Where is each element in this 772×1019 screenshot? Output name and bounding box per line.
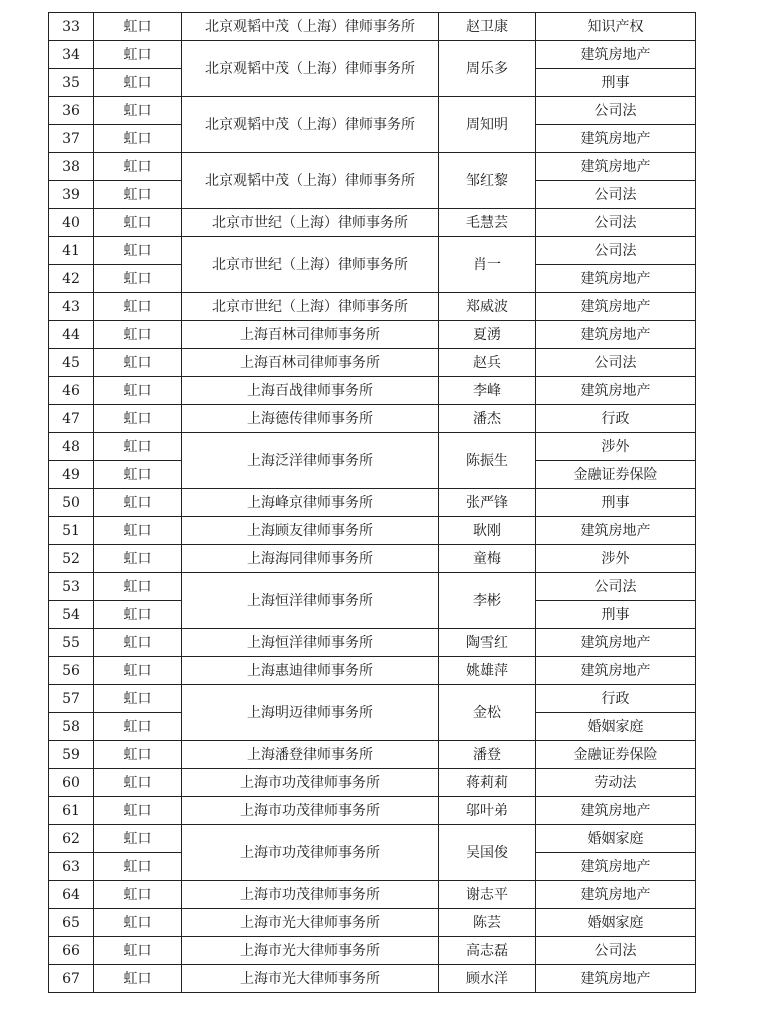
table-row [49,405,696,433]
row-number-cell: 33 [49,13,94,41]
practice-area-cell: 知识产权 [536,13,696,41]
row-number-cell: 42 [49,265,94,293]
law-firm-cell: 上海市光大律师事务所 [182,965,439,993]
district-cell: 虹口 [94,713,182,741]
district-cell: 虹口 [94,657,182,685]
lawyer-name-cell: 潘登 [439,741,536,769]
table-row [49,909,696,937]
table-row [49,797,696,825]
district-cell: 虹口 [94,685,182,713]
lawyer-name-cell: 陶雪红 [439,629,536,657]
row-number-cell: 51 [49,517,94,545]
practice-area-cell: 行政 [536,405,696,433]
table-row [49,965,696,993]
lawyer-name-cell: 顾水洋 [439,965,536,993]
practice-area-cell: 刑事 [536,69,696,97]
practice-area-cell: 婚姻家庭 [536,909,696,937]
row-number-cell: 55 [49,629,94,657]
lawyer-name-cell: 邹红黎 [439,153,536,209]
lawyer-name-cell: 李峰 [439,377,536,405]
table-row [49,937,696,965]
row-number-cell: 66 [49,937,94,965]
table-row [49,657,696,685]
district-cell: 虹口 [94,69,182,97]
law-firm-cell: 北京观韬中茂（上海）律师事务所 [182,153,439,209]
practice-area-cell: 公司法 [536,209,696,237]
district-cell: 虹口 [94,237,182,265]
law-firm-cell: 上海明迈律师事务所 [182,685,439,741]
district-cell: 虹口 [94,405,182,433]
row-number-cell: 54 [49,601,94,629]
row-number-cell: 35 [49,69,94,97]
practice-area-cell: 公司法 [536,937,696,965]
practice-area-cell: 建筑房地产 [536,125,696,153]
lawyer-name-cell: 谢志平 [439,881,536,909]
lawyer-name-cell: 金松 [439,685,536,741]
district-cell: 虹口 [94,881,182,909]
table-row [49,349,696,377]
district-cell: 虹口 [94,209,182,237]
practice-area-cell: 建筑房地产 [536,321,696,349]
lawyer-name-cell: 蒋莉莉 [439,769,536,797]
row-number-cell: 65 [49,909,94,937]
district-cell: 虹口 [94,125,182,153]
row-number-cell: 60 [49,769,94,797]
district-cell: 虹口 [94,461,182,489]
lawyer-name-cell: 潘杰 [439,405,536,433]
lawyer-name-cell: 周知明 [439,97,536,153]
lawyer-name-cell: 肖一 [439,237,536,293]
district-cell: 虹口 [94,825,182,853]
table-row [49,769,696,797]
law-firm-cell: 上海恒洋律师事务所 [182,629,439,657]
district-cell: 虹口 [94,265,182,293]
lawyer-roster-table [48,12,696,993]
roster-body [49,13,696,993]
row-number-cell: 63 [49,853,94,881]
practice-area-cell: 建筑房地产 [536,657,696,685]
lawyer-name-cell: 郑威波 [439,293,536,321]
district-cell: 虹口 [94,965,182,993]
law-firm-cell: 上海泛洋律师事务所 [182,433,439,489]
district-cell: 虹口 [94,797,182,825]
district-cell: 虹口 [94,573,182,601]
row-number-cell: 57 [49,685,94,713]
practice-area-cell: 建筑房地产 [536,377,696,405]
row-number-cell: 61 [49,797,94,825]
row-number-cell: 43 [49,293,94,321]
practice-area-cell: 劳动法 [536,769,696,797]
district-cell: 虹口 [94,97,182,125]
district-cell: 虹口 [94,545,182,573]
practice-area-cell: 建筑房地产 [536,797,696,825]
lawyer-name-cell: 陈芸 [439,909,536,937]
table-row [49,41,696,69]
practice-area-cell: 建筑房地产 [536,293,696,321]
table-row [49,209,696,237]
practice-area-cell: 涉外 [536,433,696,461]
row-number-cell: 67 [49,965,94,993]
district-cell: 虹口 [94,433,182,461]
lawyer-name-cell: 陈振生 [439,433,536,489]
practice-area-cell: 建筑房地产 [536,629,696,657]
law-firm-cell: 上海市光大律师事务所 [182,937,439,965]
table-row [49,97,696,125]
law-firm-cell: 上海市功茂律师事务所 [182,881,439,909]
law-firm-cell: 北京市世纪（上海）律师事务所 [182,209,439,237]
district-cell: 虹口 [94,293,182,321]
practice-area-cell: 行政 [536,685,696,713]
district-cell: 虹口 [94,377,182,405]
district-cell: 虹口 [94,769,182,797]
district-cell: 虹口 [94,41,182,69]
practice-area-cell: 公司法 [536,573,696,601]
row-number-cell: 64 [49,881,94,909]
practice-area-cell: 金融证券保险 [536,461,696,489]
district-cell: 虹口 [94,853,182,881]
row-number-cell: 53 [49,573,94,601]
table-row [49,153,696,181]
practice-area-cell: 刑事 [536,489,696,517]
table-row [49,433,696,461]
row-number-cell: 44 [49,321,94,349]
lawyer-name-cell: 李彬 [439,573,536,629]
practice-area-cell: 建筑房地产 [536,265,696,293]
table-row [49,293,696,321]
district-cell: 虹口 [94,153,182,181]
practice-area-cell: 建筑房地产 [536,853,696,881]
row-number-cell: 34 [49,41,94,69]
law-firm-cell: 北京市世纪（上海）律师事务所 [182,237,439,293]
lawyer-name-cell: 毛慧芸 [439,209,536,237]
practice-area-cell: 建筑房地产 [536,881,696,909]
row-number-cell: 62 [49,825,94,853]
row-number-cell: 40 [49,209,94,237]
row-number-cell: 36 [49,97,94,125]
row-number-cell: 48 [49,433,94,461]
table-row [49,377,696,405]
law-firm-cell: 上海市功茂律师事务所 [182,825,439,881]
lawyer-name-cell: 童梅 [439,545,536,573]
practice-area-cell: 建筑房地产 [536,517,696,545]
table-row [49,741,696,769]
law-firm-cell: 上海峰京律师事务所 [182,489,439,517]
table-row [49,881,696,909]
practice-area-cell: 涉外 [536,545,696,573]
practice-area-cell: 公司法 [536,181,696,209]
row-number-cell: 41 [49,237,94,265]
practice-area-cell: 公司法 [536,237,696,265]
law-firm-cell: 上海百战律师事务所 [182,377,439,405]
practice-area-cell: 建筑房地产 [536,41,696,69]
table-row [49,629,696,657]
district-cell: 虹口 [94,181,182,209]
law-firm-cell: 上海市功茂律师事务所 [182,769,439,797]
row-number-cell: 37 [49,125,94,153]
table-row [49,237,696,265]
district-cell: 虹口 [94,909,182,937]
lawyer-name-cell: 周乐多 [439,41,536,97]
law-firm-cell: 上海百林司律师事务所 [182,349,439,377]
district-cell: 虹口 [94,741,182,769]
table-row [49,573,696,601]
row-number-cell: 47 [49,405,94,433]
law-firm-cell: 上海惠迪律师事务所 [182,657,439,685]
row-number-cell: 45 [49,349,94,377]
district-cell: 虹口 [94,517,182,545]
lawyer-name-cell: 耿刚 [439,517,536,545]
law-firm-cell: 北京观韬中茂（上海）律师事务所 [182,13,439,41]
district-cell: 虹口 [94,601,182,629]
table-row [49,517,696,545]
law-firm-cell: 上海恒洋律师事务所 [182,573,439,629]
law-firm-cell: 上海市光大律师事务所 [182,909,439,937]
table-row [49,545,696,573]
lawyer-name-cell: 邬叶弟 [439,797,536,825]
row-number-cell: 52 [49,545,94,573]
table-row [49,825,696,853]
district-cell: 虹口 [94,321,182,349]
row-number-cell: 49 [49,461,94,489]
district-cell: 虹口 [94,349,182,377]
row-number-cell: 50 [49,489,94,517]
district-cell: 虹口 [94,629,182,657]
law-firm-cell: 上海海同律师事务所 [182,545,439,573]
lawyer-name-cell: 赵卫康 [439,13,536,41]
lawyer-name-cell: 吴国俊 [439,825,536,881]
table-row [49,13,696,41]
practice-area-cell: 建筑房地产 [536,965,696,993]
row-number-cell: 39 [49,181,94,209]
practice-area-cell: 建筑房地产 [536,153,696,181]
table-row [49,489,696,517]
practice-area-cell: 金融证券保险 [536,741,696,769]
lawyer-name-cell: 高志磊 [439,937,536,965]
row-number-cell: 38 [49,153,94,181]
law-firm-cell: 上海顾友律师事务所 [182,517,439,545]
practice-area-cell: 刑事 [536,601,696,629]
row-number-cell: 56 [49,657,94,685]
law-firm-cell: 上海百林司律师事务所 [182,321,439,349]
district-cell: 虹口 [94,937,182,965]
row-number-cell: 59 [49,741,94,769]
lawyer-name-cell: 姚雄萍 [439,657,536,685]
law-firm-cell: 北京观韬中茂（上海）律师事务所 [182,97,439,153]
law-firm-cell: 上海潘登律师事务所 [182,741,439,769]
row-number-cell: 58 [49,713,94,741]
practice-area-cell: 公司法 [536,349,696,377]
lawyer-name-cell: 张严锋 [439,489,536,517]
district-cell: 虹口 [94,13,182,41]
row-number-cell: 46 [49,377,94,405]
table-row [49,321,696,349]
district-cell: 虹口 [94,489,182,517]
law-firm-cell: 北京市世纪（上海）律师事务所 [182,293,439,321]
practice-area-cell: 公司法 [536,97,696,125]
law-firm-cell: 上海德传律师事务所 [182,405,439,433]
lawyer-name-cell: 夏湧 [439,321,536,349]
law-firm-cell: 北京观韬中茂（上海）律师事务所 [182,41,439,97]
practice-area-cell: 婚姻家庭 [536,825,696,853]
practice-area-cell: 婚姻家庭 [536,713,696,741]
table-row [49,685,696,713]
law-firm-cell: 上海市功茂律师事务所 [182,797,439,825]
lawyer-name-cell: 赵兵 [439,349,536,377]
